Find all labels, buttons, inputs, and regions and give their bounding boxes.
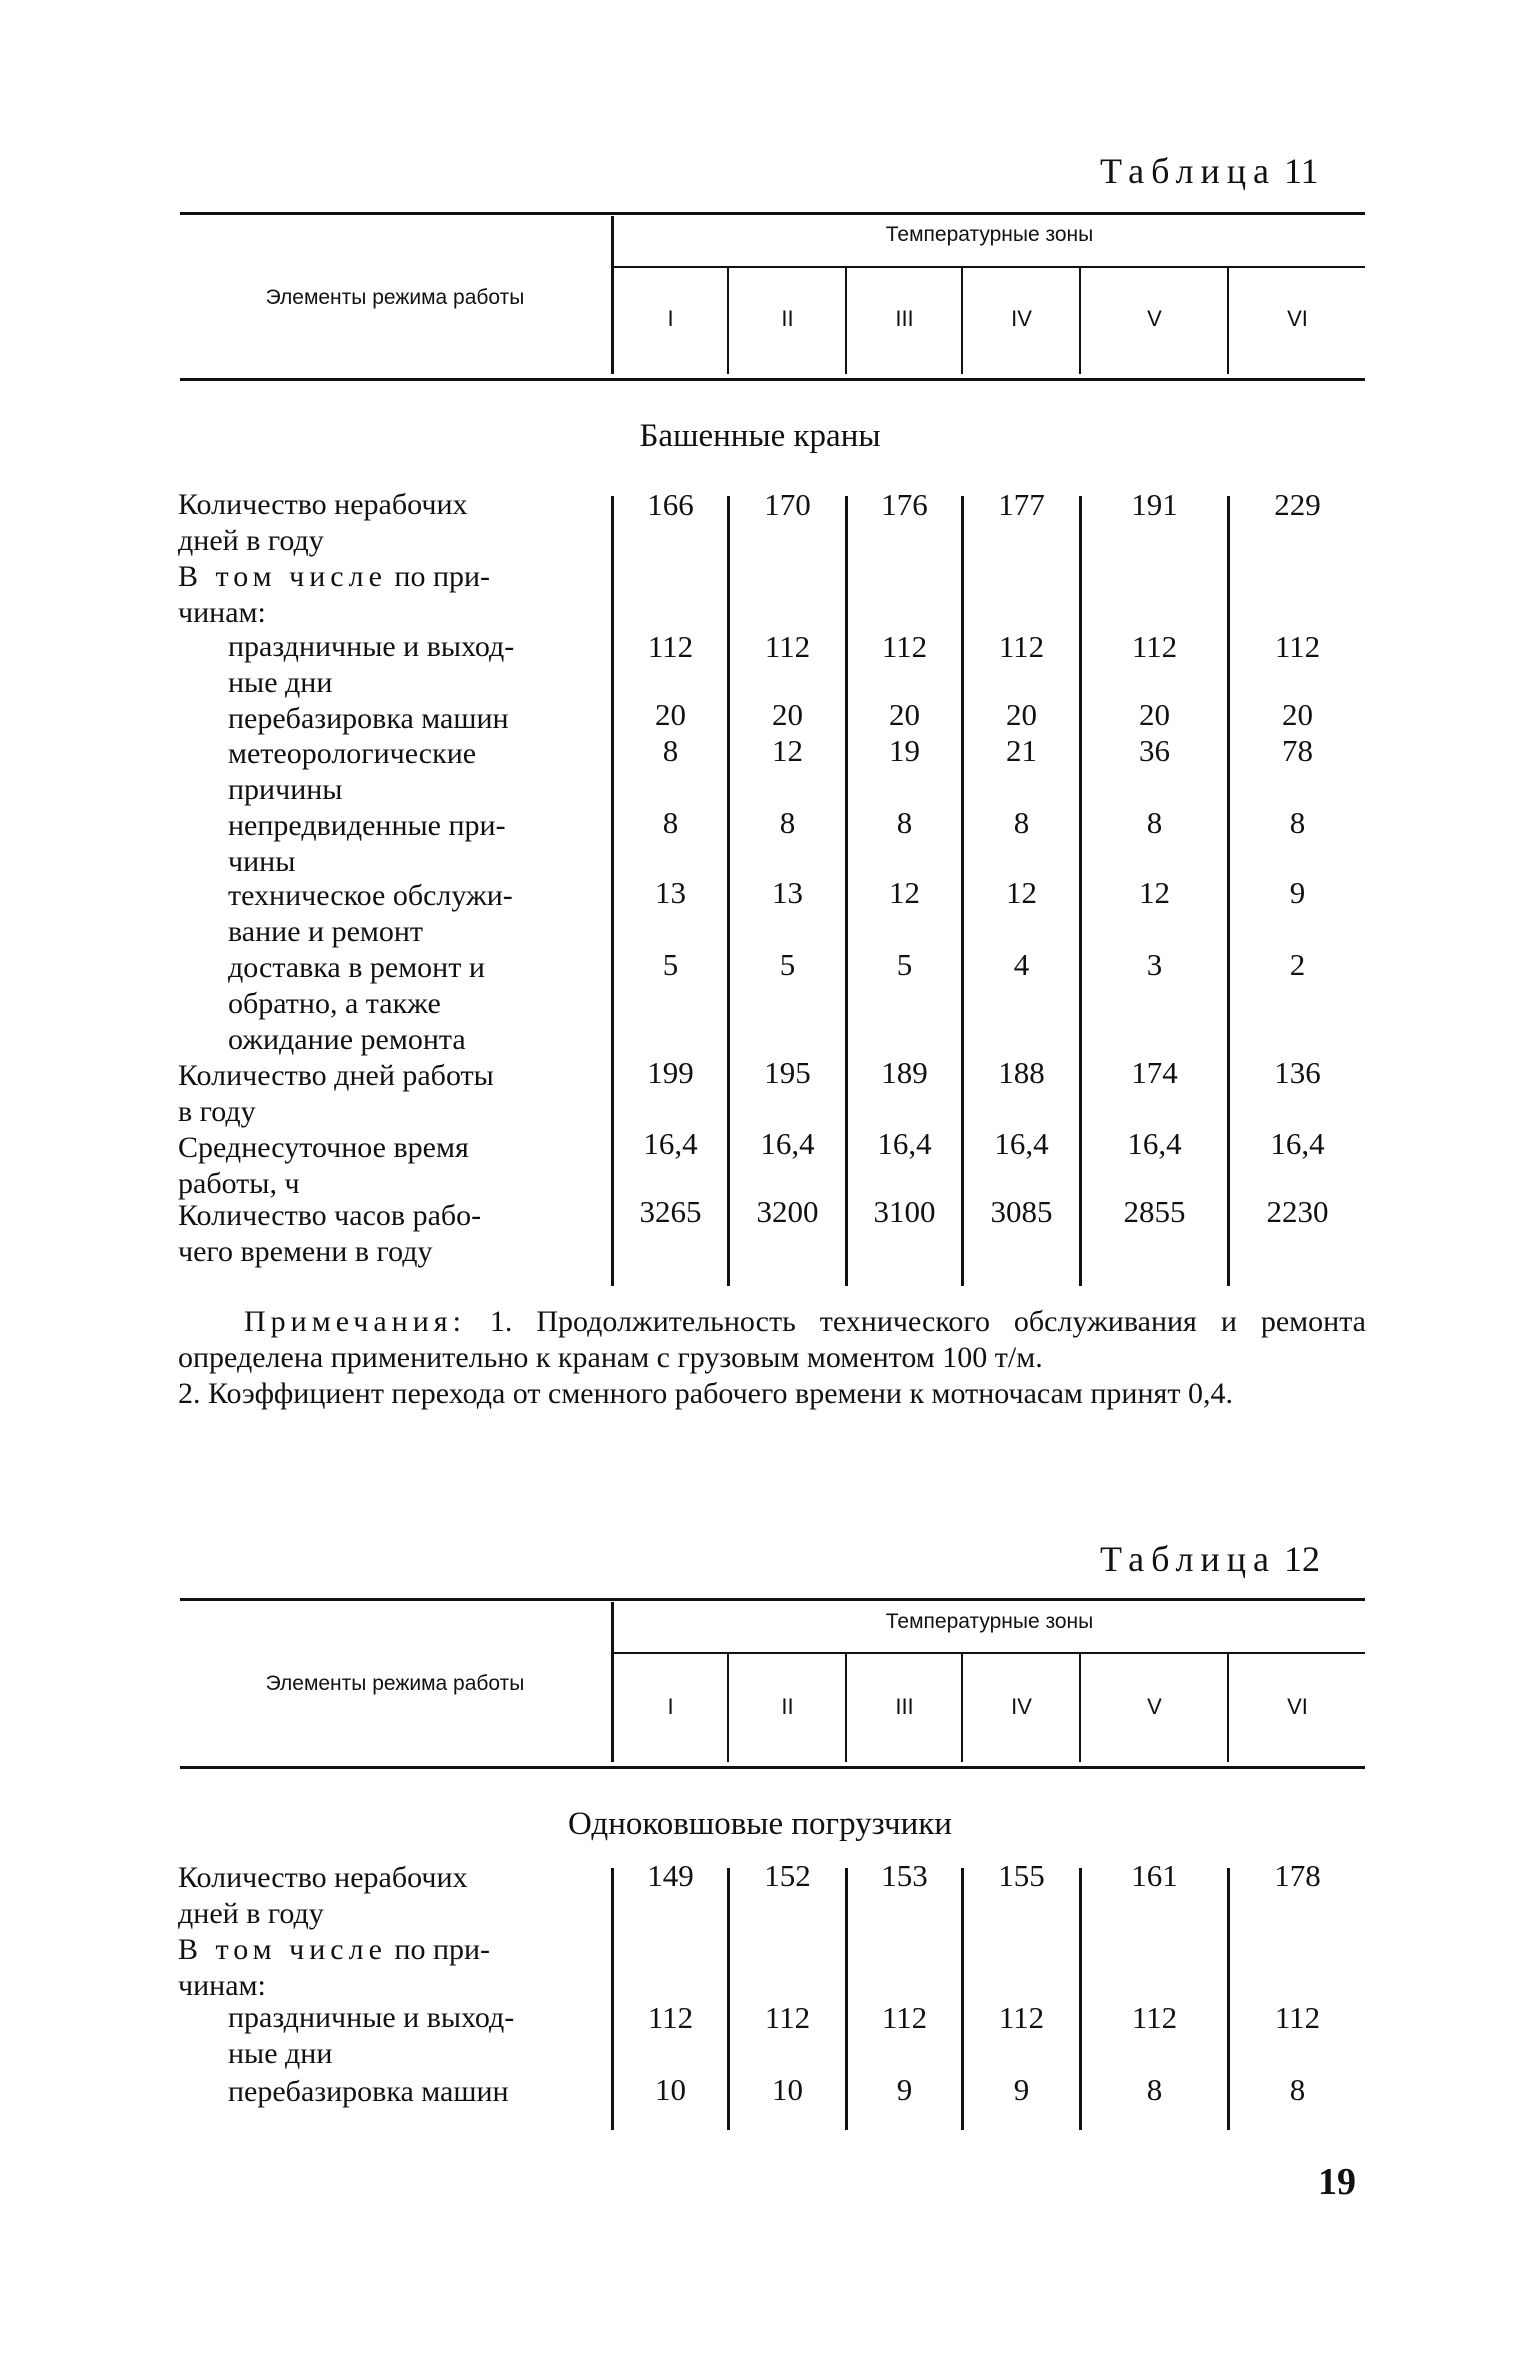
table-cell: 136 — [1274, 1055, 1321, 1090]
table-cell: 112 — [647, 629, 694, 664]
table-cell: 112 — [1131, 2000, 1178, 2035]
table-cell: 5 — [779, 947, 796, 982]
header-divider — [727, 1654, 729, 1762]
table-cell: 112 — [881, 629, 928, 664]
table-cell: 10 — [772, 2072, 803, 2107]
table-cell: 199 — [647, 1055, 694, 1090]
table-cell: 5 — [662, 947, 679, 982]
table-cell: 9 — [1289, 875, 1306, 910]
zone-header: I — [667, 306, 674, 331]
table-cell: 174 — [1131, 1055, 1178, 1090]
table-header-bottom-rule — [180, 378, 1365, 381]
table-cell: 16,4 — [994, 1126, 1049, 1161]
table-cell: 12 — [1139, 875, 1170, 910]
row-label: перебазировка машин — [228, 2075, 509, 2108]
table-cell: 152 — [764, 1858, 811, 1893]
table-caption-word: Таблица — [1100, 151, 1276, 191]
row-label: Количество нерабочих дней в году — [178, 488, 468, 557]
row-label: техническое обслужи- вание и ремонт — [228, 879, 513, 948]
table-cell: 8 — [1289, 2072, 1306, 2107]
table-cell: 170 — [764, 487, 811, 522]
table-cell: 2 — [1289, 947, 1306, 982]
table-cell: 4 — [1013, 947, 1030, 982]
zone-header: I — [667, 1694, 674, 1719]
table-notes — [178, 1304, 1366, 1412]
section-title-single-bucket-loaders: Одноковшовые погрузчики — [568, 1806, 952, 1842]
table-cell: 3100 — [873, 1194, 936, 1229]
row-label: Количество дней работы в году — [178, 1059, 494, 1128]
row-label: метеорологические причины — [228, 737, 477, 806]
header-divider — [845, 1654, 847, 1762]
zone-header: IV — [1011, 1694, 1032, 1719]
row-label: праздничные и выход- ные дни — [228, 630, 515, 699]
table-top-rule — [180, 1598, 1365, 1601]
table-cell: 2855 — [1123, 1194, 1186, 1229]
table-cell: 112 — [1274, 2000, 1321, 2035]
table-cell: 112 — [998, 2000, 1045, 2035]
table-cell: 8 — [1289, 805, 1306, 840]
table-cell: 20 — [1139, 697, 1170, 732]
table-cell: 3 — [1146, 947, 1163, 982]
row-label: Количество нерабочих дней в году — [178, 1861, 468, 1930]
table-cell: 21 — [1006, 733, 1037, 768]
table-cell: 161 — [1131, 1858, 1178, 1893]
table-top-rule — [180, 212, 1365, 215]
table-cell: 12 — [772, 733, 803, 768]
table-caption-word: Таблица — [1100, 1539, 1276, 1579]
table-cell: 8 — [1146, 805, 1163, 840]
row-label: праздничные и выход- ные дни — [228, 2001, 515, 2070]
header-divider — [961, 1654, 963, 1762]
note-2: 2. Коэффициент перехода от сменного рабочего времени к мотночасам принят 0,4. — [178, 1377, 1233, 1410]
column-header-temperature-zones: Температурные зоны — [885, 223, 1094, 246]
header-divider — [961, 268, 963, 374]
table-cell: 191 — [1131, 487, 1178, 522]
table-cell: 195 — [764, 1055, 811, 1090]
table-cell: 16,4 — [877, 1126, 932, 1161]
header-divider — [1227, 1654, 1229, 1762]
table-cell: 5 — [896, 947, 913, 982]
table-cell: 19 — [889, 733, 920, 768]
table-cell: 149 — [647, 1858, 694, 1893]
table-cell: 16,4 — [643, 1126, 698, 1161]
table-cell: 229 — [1274, 487, 1321, 522]
table-cell: 20 — [655, 697, 686, 732]
table-cell: 8 — [662, 733, 679, 768]
zone-header: II — [781, 306, 794, 331]
zone-header: II — [781, 1694, 794, 1719]
table-cell: 3085 — [990, 1194, 1053, 1229]
table-cell: 112 — [998, 629, 1045, 664]
table-cell: 112 — [764, 629, 811, 664]
table-cell: 153 — [881, 1858, 928, 1893]
table-cell: 20 — [1282, 697, 1313, 732]
table-cell: 78 — [1282, 733, 1313, 768]
table-cell: 176 — [881, 487, 928, 522]
table-cell: 12 — [1006, 875, 1037, 910]
column-header-temperature-zones: Температурные зоны — [885, 1610, 1094, 1633]
zone-header: VI — [1287, 306, 1308, 331]
table-cell: 16,4 — [1270, 1126, 1325, 1161]
row-label: Среднесуточное время работы, ч — [178, 1131, 469, 1200]
header-divider — [611, 1602, 614, 1762]
table-cell: 9 — [896, 2072, 913, 2107]
header-divider — [845, 268, 847, 374]
table-cell: 3265 — [639, 1194, 702, 1229]
row-label: доставка в ремонт и обратно, а также ожидание ремонта — [228, 951, 485, 1056]
header-divider — [1079, 1654, 1081, 1762]
table-cell: 112 — [647, 2000, 694, 2035]
column-header-elements: Элементы режима работы — [265, 1672, 525, 1695]
table-cell: 178 — [1274, 1858, 1321, 1893]
table-cell: 8 — [779, 805, 796, 840]
table-cell: 8 — [1146, 2072, 1163, 2107]
column-header-elements: Элементы режима работы — [265, 286, 525, 309]
table-cell: 188 — [998, 1055, 1045, 1090]
table-cell: 3200 — [756, 1194, 819, 1229]
note-1: Примечания: 1. Продолжительность технического обслуживания и ремонта определена применительно к кранам с грузовым моментом 100 т/м. — [178, 1305, 1366, 1374]
table-cell: 112 — [1131, 629, 1178, 664]
zone-header: V — [1147, 1694, 1162, 1719]
table-cell: 36 — [1139, 733, 1170, 768]
table-cell: 13 — [655, 875, 686, 910]
table-cell: 112 — [1274, 629, 1321, 664]
table-caption-number: 12 — [1283, 1539, 1320, 1579]
header-divider — [611, 216, 614, 374]
table-cell: 8 — [1013, 805, 1030, 840]
header-divider — [727, 268, 729, 374]
table-11-caption — [1100, 150, 1319, 192]
table-cell: 9 — [1013, 2072, 1030, 2107]
table-cell: 166 — [647, 487, 694, 522]
row-label: В том числе по при- чинам: — [178, 560, 491, 629]
table-cell: 10 — [655, 2072, 686, 2107]
table-cell: 112 — [881, 2000, 928, 2035]
table-12-caption — [1100, 1538, 1320, 1580]
zone-header: VI — [1287, 1694, 1308, 1719]
page-number: 19 — [1318, 2161, 1356, 2203]
table-cell: 8 — [896, 805, 913, 840]
table-cell: 177 — [998, 487, 1045, 522]
header-divider — [1227, 268, 1229, 374]
zone-header: III — [895, 1694, 914, 1719]
header-divider — [1079, 268, 1081, 374]
row-label: непредвиденные при- чины — [228, 809, 506, 878]
row-label: Количество часов рабо- чего времени в году — [178, 1199, 482, 1268]
zone-header: IV — [1011, 306, 1032, 331]
table-cell: 16,4 — [760, 1126, 815, 1161]
table-cell: 112 — [764, 2000, 811, 2035]
table-cell: 13 — [772, 875, 803, 910]
row-label: перебазировка машин — [228, 702, 509, 735]
table-cell: 155 — [998, 1858, 1045, 1893]
row-label: В том числе по при- чинам: — [178, 1933, 491, 2002]
table-cell: 8 — [662, 805, 679, 840]
table-cell: 189 — [881, 1055, 928, 1090]
table-cell: 12 — [889, 875, 920, 910]
table-header-bottom-rule — [180, 1766, 1365, 1769]
zone-header: V — [1147, 306, 1162, 331]
table-caption-number: 11 — [1283, 151, 1319, 191]
table-cell: 16,4 — [1127, 1126, 1182, 1161]
table-cell: 2230 — [1266, 1194, 1329, 1229]
table-cell: 20 — [889, 697, 920, 732]
section-title-tower-cranes: Башенные краны — [639, 418, 881, 454]
table-cell: 20 — [1006, 697, 1037, 732]
table-cell: 20 — [772, 697, 803, 732]
zone-header: III — [895, 306, 914, 331]
